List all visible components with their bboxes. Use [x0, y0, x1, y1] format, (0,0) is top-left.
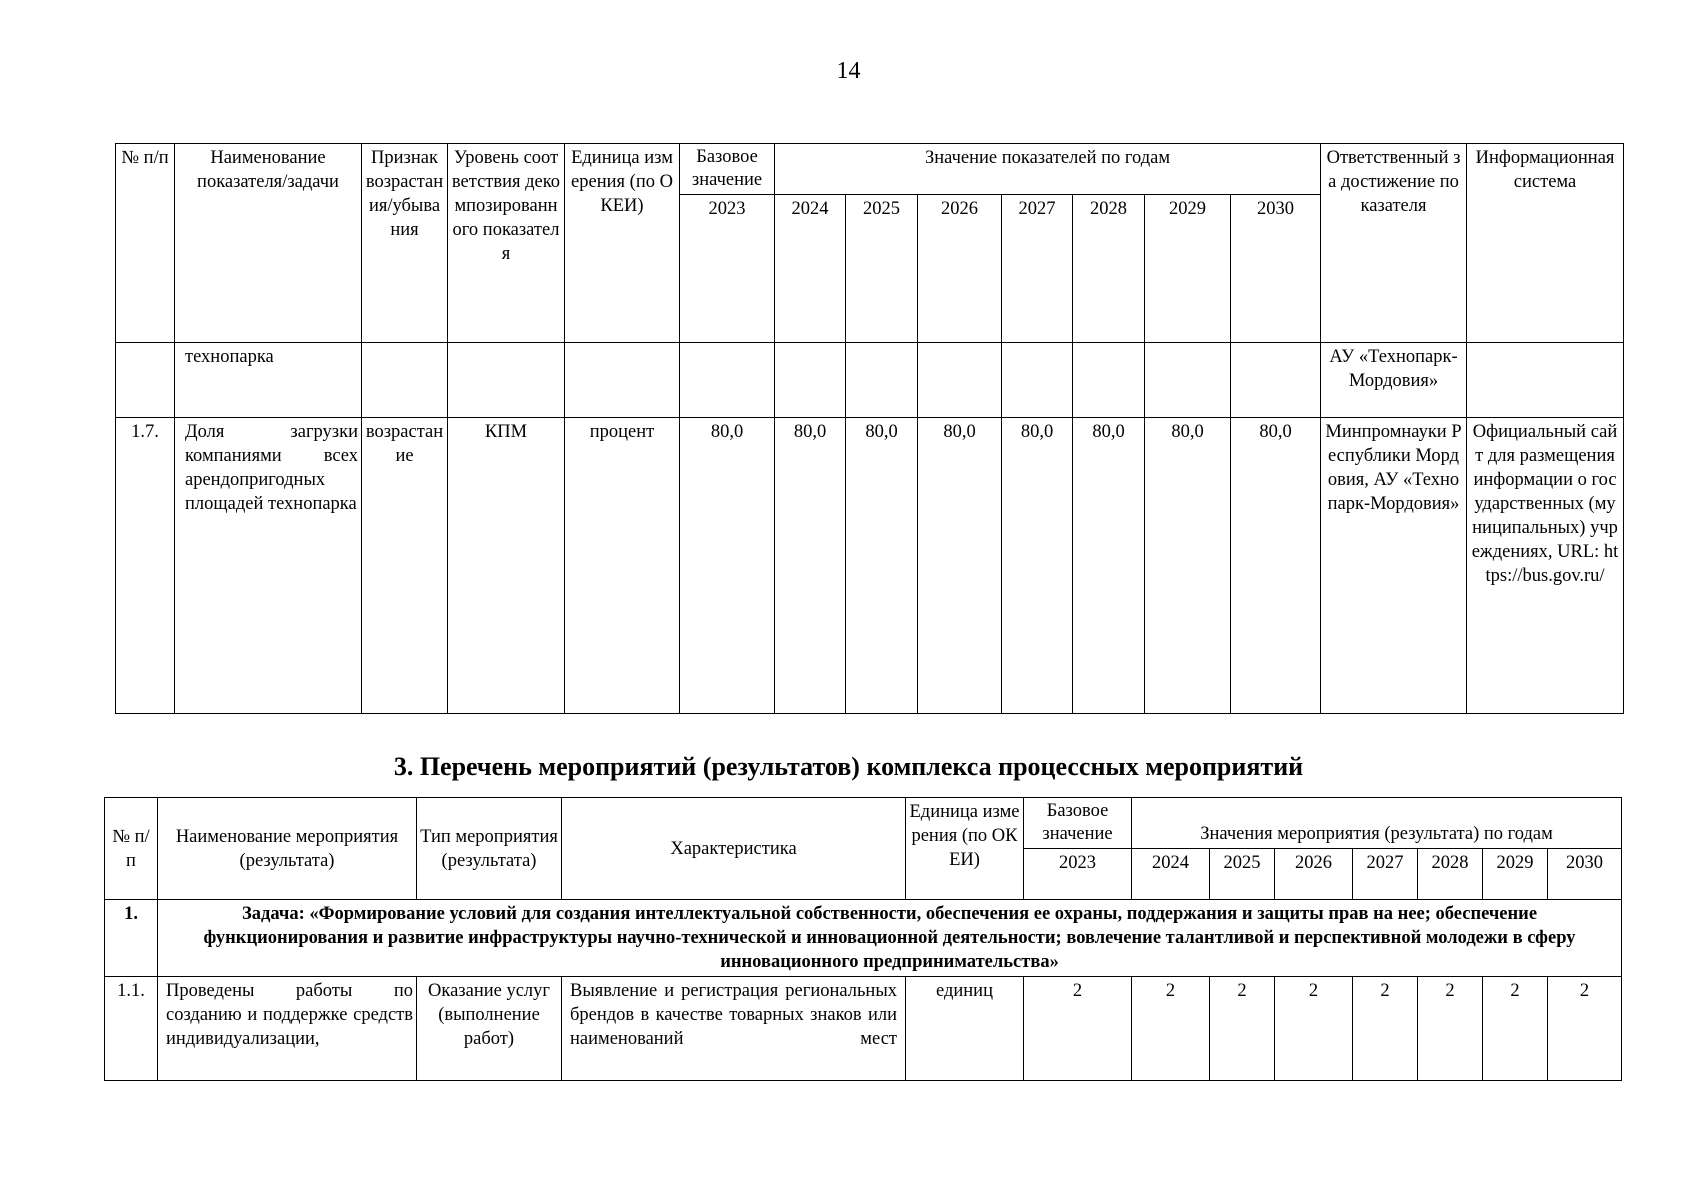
header-year: 2028: [1073, 195, 1145, 343]
header-year: 2027: [1353, 849, 1418, 900]
header-unit: Единица измерения (по ОКЕИ): [906, 798, 1024, 900]
header-values-by-year: Значение показателей по годам: [775, 144, 1321, 195]
header-trend: Признак возрастания/убывания: [362, 144, 448, 343]
cell-value: 2: [1132, 977, 1210, 1081]
header-responsible: Ответственный за достижение показателя: [1321, 144, 1467, 343]
cell-trend: [362, 343, 448, 418]
header-year: 2026: [1275, 849, 1353, 900]
header-base: Базовое значение: [1024, 798, 1132, 849]
cell-responsible: АУ «Технопарк-Мордовия»: [1321, 343, 1467, 418]
cell-value: [846, 343, 918, 418]
header-base: Базовое значение: [680, 144, 775, 195]
header-characteristic: Характеристика: [562, 798, 906, 900]
cell-unit: процент: [565, 418, 680, 714]
header-info-system: Информационная система: [1467, 144, 1624, 343]
page-number: 14: [836, 58, 861, 84]
cell-value: 2: [1483, 977, 1548, 1081]
header-type: Тип мероприятия (результата): [417, 798, 562, 900]
header-year: 2030: [1231, 195, 1321, 343]
cell-value: [1231, 343, 1321, 418]
indicators-table: [115, 143, 1624, 714]
header-year: 2025: [846, 195, 918, 343]
cell-value: 2: [1275, 977, 1353, 1081]
cell-type: Оказание услуг (выполнение работ): [417, 977, 562, 1081]
cell-responsible: Минпромнауки Республики Мордовия, АУ «Технопарк-Мордовия»: [1321, 418, 1467, 714]
cell-level: [448, 343, 565, 418]
cell-num: 1.7.: [116, 418, 175, 714]
cell-value: 2: [1210, 977, 1275, 1081]
cell-unit: единиц: [906, 977, 1024, 1081]
cell-value: [1145, 343, 1231, 418]
cell-num: 1.1.: [105, 977, 158, 1081]
cell-value: [775, 343, 846, 418]
task-row: [105, 900, 1622, 977]
cell-value: 2: [1418, 977, 1483, 1081]
cell-value: [1002, 343, 1073, 418]
task-num: 1.: [105, 900, 158, 977]
header-name: Наименование показателя/задачи: [175, 144, 362, 343]
cell-name: Доля загрузки компаниями всех арендопригодных площадей технопарка: [175, 418, 362, 714]
header-year: 2030: [1548, 849, 1622, 900]
cell-base: [680, 343, 775, 418]
cell-level: КПМ: [448, 418, 565, 714]
header-values-by-year: Значения мероприятия (результата) по годам: [1132, 798, 1622, 849]
header-year: 2027: [1002, 195, 1073, 343]
cell-base: 80,0: [680, 418, 775, 714]
header-base-year: 2023: [680, 195, 775, 343]
cell-num: [116, 343, 175, 418]
cell-name: Проведены работы по созданию и поддержке средств индивидуализации,: [158, 977, 417, 1081]
cell-unit: [565, 343, 680, 418]
cell-name: технопарка: [175, 343, 362, 418]
header-year: 2029: [1145, 195, 1231, 343]
cell-info-system: [1467, 343, 1624, 418]
task-text: Задача: «Формирование условий для создания интеллектуальной собственности, обеспечения ее охраны, поддержания и защиты прав на нее; обеспечение функционирования и развитие инфраструктуры научно-технической и инновационной деятельности; вовлечение талантливой и перспективной молодежи в сферу инновационного предпринимательства»: [158, 900, 1622, 977]
table-row: [105, 977, 1622, 1081]
header-year: 2026: [918, 195, 1002, 343]
header-year: 2024: [1132, 849, 1210, 900]
header-base-year: 2023: [1024, 849, 1132, 900]
cell-value: 80,0: [775, 418, 846, 714]
table-row: [116, 418, 1624, 714]
table-row: [116, 343, 1624, 418]
header-unit: Единица измерения (по ОКЕИ): [565, 144, 680, 343]
cell-value: 80,0: [918, 418, 1002, 714]
cell-value: 2: [1548, 977, 1622, 1081]
cell-value: [1073, 343, 1145, 418]
header-year: 2024: [775, 195, 846, 343]
header-num: № п/п: [105, 798, 158, 900]
cell-value: 80,0: [846, 418, 918, 714]
cell-value: 2: [1353, 977, 1418, 1081]
header-num: № п/п: [116, 144, 175, 343]
cell-base: 2: [1024, 977, 1132, 1081]
cell-value: 80,0: [1073, 418, 1145, 714]
activities-table: [104, 797, 1622, 1081]
header-year: 2025: [1210, 849, 1275, 900]
header-name: Наименование мероприятия (результата): [158, 798, 417, 900]
cell-value: [918, 343, 1002, 418]
header-year: 2028: [1418, 849, 1483, 900]
header-year: 2029: [1483, 849, 1548, 900]
section-title: 3. Перечень мероприятий (результатов) комплекса процессных мероприятий: [393, 752, 1304, 781]
header-level: Уровень соответствия декомпозированного показателя: [448, 144, 565, 343]
cell-value: 80,0: [1231, 418, 1321, 714]
cell-characteristic: Выявление и регистрация региональных брендов в качестве товарных знаков или наименований мест: [562, 977, 906, 1081]
cell-trend: возрастание: [362, 418, 448, 714]
cell-value: 80,0: [1002, 418, 1073, 714]
cell-info-system: Официальный сайт для размещения информации о государственных (муниципальных) учреждениях, URL: https://bus.gov.ru/: [1467, 418, 1624, 714]
cell-value: 80,0: [1145, 418, 1231, 714]
